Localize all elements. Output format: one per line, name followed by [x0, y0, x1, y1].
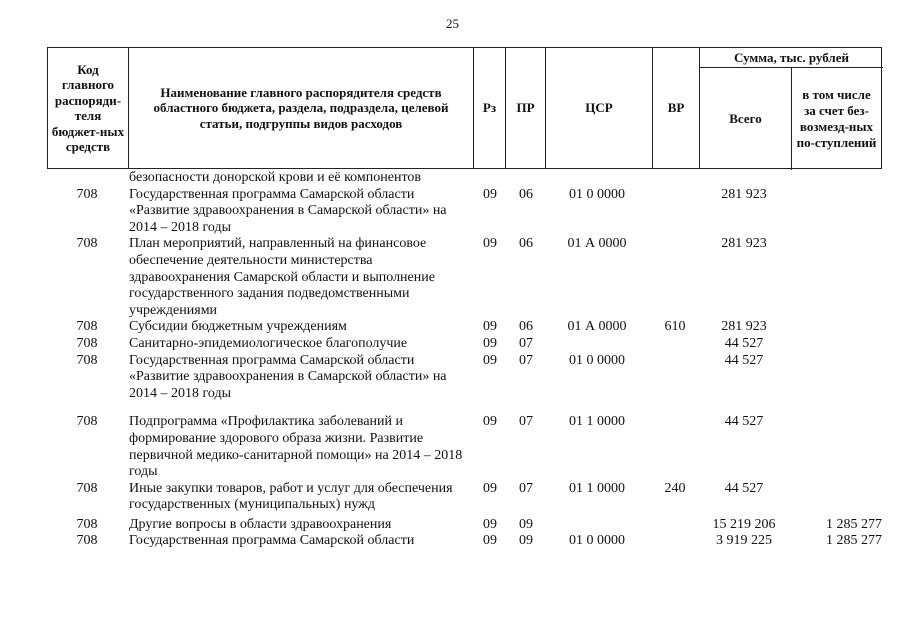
row-free: 1 285 277: [826, 533, 882, 549]
table-row: [47, 481, 882, 514]
row-total: 44 527: [724, 480, 764, 496]
row-name: Санитарно-эпидемиологическое благополучие: [129, 335, 408, 351]
row-pr: 07: [519, 480, 533, 496]
header-rz: Рз: [474, 48, 506, 168]
row-name: Государственная программа Самарской области: [129, 533, 415, 549]
row-name: Иные закупки товаров, работ и услуг для обеспечения государственных (муниципальных) нужд: [129, 480, 453, 513]
row-name: Государственная программа Самарской области «Развитие здравоохранения в Самарской области» на 2014 – 2018 годы: [129, 186, 447, 235]
row-name: План мероприятий, направленный на финансовое обеспечение деятельности министерства здравоохранения Самарской области и выполнение государственного задания подведомственными учреждениями: [129, 236, 435, 318]
row-total: 281 923: [721, 186, 767, 202]
row-rz: 09: [483, 352, 497, 368]
table-row: [47, 170, 882, 187]
row-csr: 01 А 0000: [567, 236, 627, 252]
row-code: 708: [76, 186, 98, 202]
row-pr: 06: [519, 236, 533, 252]
row-vr: 610: [664, 319, 686, 335]
table-row: [47, 319, 882, 336]
row-pr: 07: [519, 414, 533, 430]
row-csr: 01 1 0000: [569, 480, 625, 496]
row-name: Подпрограмма «Профилактика заболеваний и формирование здорового образа жизни. Развитие первичной медико-санитарной помощи» на 2014 – 2018 годы: [129, 414, 463, 480]
row-total: 281 923: [721, 319, 767, 335]
row-total: 3 919 225: [716, 533, 772, 549]
row-name: Другие вопросы в области здравоохранения: [129, 516, 392, 532]
row-total: 15 219 206: [712, 516, 776, 532]
row-total: 44 527: [724, 335, 764, 351]
header-pr: ПР: [506, 48, 546, 168]
row-rz: 09: [483, 533, 497, 549]
row-rz: 09: [483, 186, 497, 202]
row-pr: 06: [519, 186, 533, 202]
row-csr: 01 0 0000: [569, 186, 625, 202]
header-csr: ЦСР: [546, 48, 653, 168]
row-total: 281 923: [721, 236, 767, 252]
table-row: [47, 336, 882, 353]
row-pr: 09: [519, 533, 533, 549]
row-code: 708: [76, 319, 98, 335]
row-rz: 09: [483, 414, 497, 430]
header-total: Всего: [700, 68, 792, 170]
row-csr: 01 0 0000: [569, 533, 625, 549]
table-header: [47, 47, 882, 169]
row-pr: 07: [519, 335, 533, 351]
header-sum: Сумма, тыс. рублей: [700, 48, 883, 68]
header-code: Код главного распоряди-теля бюджет-ных средств: [48, 48, 129, 168]
header-vr: ВР: [653, 48, 700, 168]
table-body: [47, 170, 882, 550]
row-pr: 09: [519, 516, 533, 532]
row-rz: 09: [483, 480, 497, 496]
row-rz: 09: [483, 236, 497, 252]
table-row: [47, 236, 882, 319]
row-code: 708: [76, 352, 98, 368]
row-name: безопасности донорской крови и её компонентов: [129, 170, 422, 185]
row-rz: 09: [483, 335, 497, 351]
table-row: [47, 533, 882, 550]
row-csr: 01 1 0000: [569, 414, 625, 430]
row-total: 44 527: [724, 352, 764, 368]
row-vr: 240: [664, 480, 686, 496]
row-code: 708: [76, 236, 98, 252]
table-row: [47, 517, 882, 534]
table-row: [47, 187, 882, 237]
row-pr: 07: [519, 352, 533, 368]
row-free: 1 285 277: [826, 516, 882, 532]
row-code: 708: [76, 335, 98, 351]
row-code: 708: [76, 480, 98, 496]
row-rz: 09: [483, 319, 497, 335]
page-number: 25: [446, 16, 459, 31]
row-rz: 09: [483, 516, 497, 532]
row-code: 708: [76, 533, 98, 549]
row-pr: 06: [519, 319, 533, 335]
row-csr: 01 0 0000: [569, 352, 625, 368]
header-name: Наименование главного распорядителя средств областного бюджета, раздела, подраздела, целевой статьи, подгруппы видов расходов: [129, 48, 474, 168]
header-free: в том числе за счет без-возмезд-ных по-ступлений: [796, 87, 877, 150]
row-code: 708: [76, 516, 98, 532]
row-total: 44 527: [724, 414, 764, 430]
row-csr: 01 А 0000: [567, 319, 627, 335]
table-row: [47, 414, 882, 480]
row-name: Государственная программа Самарской области «Развитие здравоохранения в Самарской области» на 2014 – 2018 годы: [129, 352, 447, 401]
row-name: Субсидии бюджетным учреждениям: [129, 319, 347, 335]
row-code: 708: [76, 414, 98, 430]
table-row: [47, 353, 882, 403]
